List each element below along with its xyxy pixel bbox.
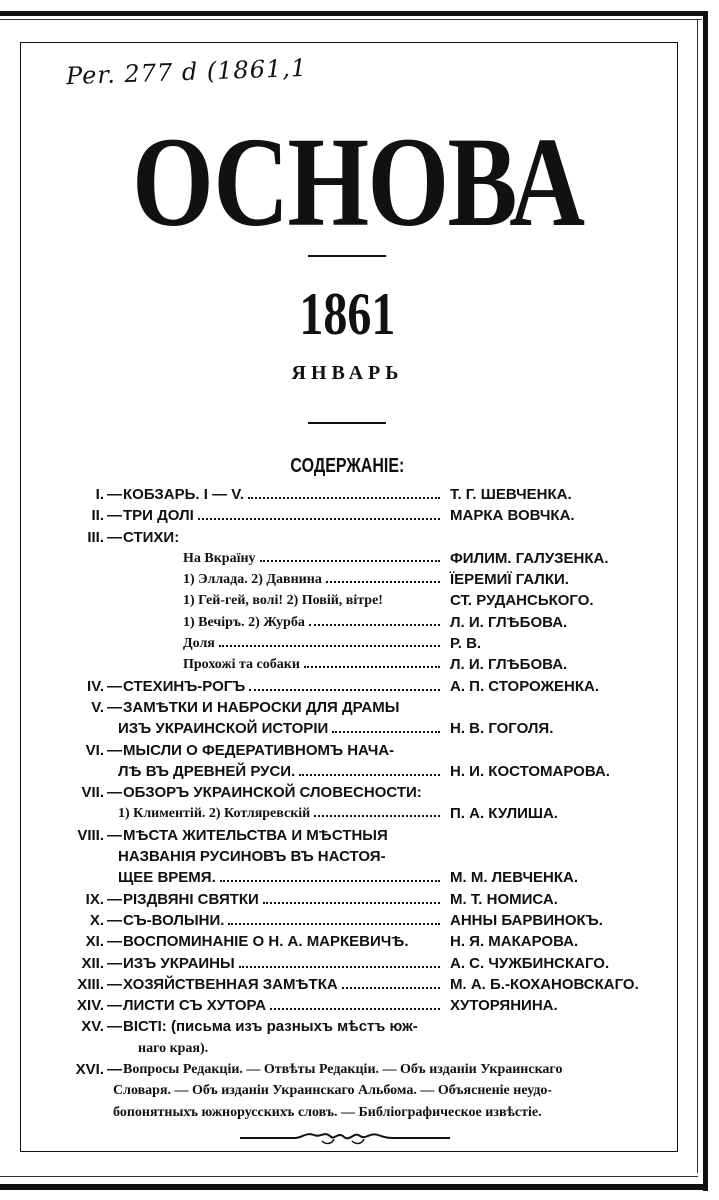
issue-year: 1861 xyxy=(299,281,396,347)
entry-title-cell xyxy=(123,484,442,505)
outer-frame-right xyxy=(703,11,708,1191)
dash-separator: — xyxy=(107,1061,122,1079)
section-number: III. xyxy=(87,528,104,546)
dash-separator: — xyxy=(107,741,122,759)
entry-title-cell xyxy=(183,612,442,633)
section-number: XV. xyxy=(81,1018,104,1036)
contents-row xyxy=(10,1102,690,1123)
contents-row xyxy=(10,1016,690,1037)
entry-title-cell xyxy=(123,505,442,526)
table-of-contents xyxy=(10,484,690,1123)
dot-leader xyxy=(260,559,440,562)
section-number: IX. xyxy=(85,890,104,908)
entry-author: МАРКА ВОВЧКА. xyxy=(450,507,575,525)
contents-row xyxy=(10,654,690,675)
entry-author: А. П. СТОРОЖЕНКА. xyxy=(450,677,600,695)
contents-row xyxy=(10,803,690,824)
section-number: IV. xyxy=(87,677,104,695)
entry-title: ЩЕЕ ВРЕМЯ. xyxy=(118,869,216,887)
entry-title-cell xyxy=(183,590,442,611)
entry-author: Н. И. КОСТОМАРОВА. xyxy=(450,762,610,780)
dot-leader xyxy=(342,986,440,989)
outer-frame-top xyxy=(0,11,707,16)
entry-title-cell xyxy=(123,910,442,931)
dot-leader xyxy=(228,922,440,925)
contents-row xyxy=(10,612,690,633)
entry-title-cell xyxy=(123,676,442,697)
entry-title-cell xyxy=(118,867,442,888)
dash-separator: — xyxy=(107,1018,122,1036)
section-number: VI. xyxy=(85,741,104,759)
contents-row xyxy=(10,995,690,1016)
dot-leader xyxy=(249,688,440,691)
entry-title: СТЕХИНЪ-РОГЪ xyxy=(123,677,246,695)
dash-separator: — xyxy=(107,954,122,972)
contents-row xyxy=(10,867,690,888)
entry-author: М. Т. НОМИСА. xyxy=(450,890,558,908)
entry-author: Л. И. ГЛѢБОВА. xyxy=(450,613,568,631)
entry-title-cell xyxy=(123,1016,442,1037)
contents-row xyxy=(10,846,690,867)
dash-separator: — xyxy=(107,784,122,802)
entry-title-cell xyxy=(118,846,442,867)
entry-author: М. А. Б.-КОХАНОВСКАГО. xyxy=(450,975,639,993)
section-number: VII. xyxy=(81,784,104,802)
contents-row xyxy=(10,505,690,526)
entry-title: ВІСТІ: (письма изъ разныхъ мѣстъ юж- xyxy=(123,1018,418,1036)
section-number: XIV. xyxy=(77,997,104,1015)
dot-leader xyxy=(326,580,440,583)
entry-author: АННЫ БАРВИНОКЪ. xyxy=(450,911,603,929)
entry-title-cell xyxy=(183,548,442,569)
section-number: II. xyxy=(91,507,104,525)
entry-title: ЗАМѢТКИ И НАБРОСКИ ДЛЯ ДРАМЫ xyxy=(123,698,400,716)
entry-title: СЪ-ВОЛЫНИ. xyxy=(123,911,225,929)
entry-author: ЇЕРЕМИЇ ГАЛКИ. xyxy=(450,571,569,589)
section-number: XIII. xyxy=(77,975,104,993)
contents-row xyxy=(10,761,690,782)
outer-frame-right-thin xyxy=(697,19,698,1173)
contents-row xyxy=(10,825,690,846)
outer-frame-top-thin xyxy=(0,19,702,20)
entry-title-cell xyxy=(123,740,442,761)
dot-leader xyxy=(263,901,440,904)
dot-leader xyxy=(304,665,440,668)
entry-author: П. А. КУЛИША. xyxy=(450,805,558,823)
entry-title: На Вкраїну xyxy=(183,550,256,566)
entry-title: МЫСЛИ О ФЕДЕРАТИВНОМЪ НАЧА- xyxy=(123,741,395,759)
entry-title-cell xyxy=(183,654,442,675)
entry-title-cell xyxy=(123,1059,685,1080)
divider-rule xyxy=(308,255,386,257)
dash-separator: — xyxy=(107,507,122,525)
dash-separator: — xyxy=(107,486,122,503)
section-number: X. xyxy=(89,911,104,929)
contents-row xyxy=(10,527,690,548)
entry-title: ИЗЪ УКРАИНЫ xyxy=(123,954,235,972)
entry-title-cell xyxy=(118,761,442,782)
contents-heading: СОДЕРЖАНІЕ: xyxy=(290,455,405,477)
contents-row xyxy=(10,910,690,931)
entry-title: 1) Гей-гей, волі! 2) Повій, вітре! xyxy=(183,593,383,609)
entry-title: бопонятныхъ южнорусскихъ словъ. — Библіографическое извѣстіе. xyxy=(113,1104,542,1120)
section-number: XVI. xyxy=(75,1061,104,1079)
entry-title-cell xyxy=(123,527,442,548)
entry-title: КОБЗАРЬ. I — V. xyxy=(123,486,245,503)
outer-frame-bottom-thin xyxy=(0,1176,698,1177)
entry-author: Р. В. xyxy=(450,635,482,653)
entry-title: МѢСТА ЖИТЕЛЬСТВА И МѢСТНЫЯ xyxy=(123,826,388,844)
entry-title-cell xyxy=(138,1038,442,1059)
dot-leader xyxy=(309,623,440,626)
contents-row xyxy=(10,1059,690,1080)
entry-title-cell xyxy=(123,995,442,1016)
entry-title-cell xyxy=(183,569,442,590)
dot-leader xyxy=(332,730,440,733)
contents-row xyxy=(10,548,690,569)
journal-title: ОСНОВА xyxy=(132,111,584,253)
entry-title: ВОСПОМИНАНІЕ О Н. А. МАРКЕВИЧѢ. xyxy=(123,933,409,951)
contents-row xyxy=(10,931,690,952)
dash-separator: — xyxy=(107,890,122,908)
entry-title-cell xyxy=(183,633,442,654)
divider-rule xyxy=(308,422,386,424)
dot-leader xyxy=(239,965,440,968)
contents-row xyxy=(10,569,690,590)
entry-title: Прохожі та собаки xyxy=(183,657,300,673)
contents-row xyxy=(10,1038,690,1059)
dash-separator: — xyxy=(107,677,122,695)
handwritten-shelfmark: Per. 277 d (1861,1 xyxy=(65,53,308,91)
entry-title-cell xyxy=(123,889,442,910)
entry-author: СТ. РУДАНСЬКОГО. xyxy=(450,592,594,610)
contents-row xyxy=(10,889,690,910)
entry-title: Доля xyxy=(183,636,215,652)
entry-author: ФИЛИМ. ГАЛУЗЕНКА. xyxy=(450,549,609,567)
contents-row xyxy=(10,633,690,654)
entry-title: СТИХИ: xyxy=(123,528,180,546)
section-number: VIII. xyxy=(77,826,104,844)
dash-separator: — xyxy=(107,997,122,1015)
entry-title-cell xyxy=(113,1080,685,1101)
section-number: I. xyxy=(95,486,104,503)
entry-title-cell xyxy=(123,825,442,846)
contents-row xyxy=(10,1080,690,1101)
entry-author: Л. И. ГЛѢБОВА. xyxy=(450,656,568,674)
contents-row xyxy=(10,782,690,803)
contents-row xyxy=(10,718,690,739)
dot-leader xyxy=(220,879,440,882)
entry-title: 1) Эллада. 2) Давнина xyxy=(183,572,322,588)
dash-separator: — xyxy=(107,698,122,716)
entry-author: Т. Г. ШЕВЧЕНКА. xyxy=(450,486,572,503)
contents-row xyxy=(10,953,690,974)
entry-title: НАЗВАНІЯ РУСИНОВЪ ВЪ НАСТОЯ- xyxy=(118,848,386,866)
contents-row xyxy=(10,697,690,718)
contents-row xyxy=(10,590,690,611)
outer-frame-bottom xyxy=(0,1184,708,1190)
dash-separator: — xyxy=(107,528,122,546)
entry-title: 1) Климентій. 2) Котляревскій xyxy=(118,806,311,822)
dot-leader xyxy=(219,644,440,647)
entry-title-cell xyxy=(123,974,442,995)
dash-separator: — xyxy=(107,975,122,993)
entry-title: 1) Вечіръ. 2) Журба xyxy=(183,614,305,630)
entry-title-cell xyxy=(123,782,442,803)
entry-title-cell xyxy=(118,718,442,739)
entry-title: РІЗДВЯНІ СВЯТКИ xyxy=(123,890,259,908)
entry-title: наго края). xyxy=(138,1040,209,1056)
dot-leader xyxy=(248,496,440,499)
entry-title-cell xyxy=(123,931,442,952)
entry-title: Вопросы Редакціи. — Отвѣты Редакціи. — Объ изданіи Украинскаго xyxy=(123,1062,563,1078)
contents-row xyxy=(10,740,690,761)
dot-leader xyxy=(270,1007,440,1010)
issue-month: ЯНВАРЬ xyxy=(291,362,404,384)
entry-author: М. М. ЛЕВЧЕНКА. xyxy=(450,869,578,887)
entry-title-cell xyxy=(113,1102,685,1123)
entry-title-cell xyxy=(118,803,442,824)
section-number: XII. xyxy=(81,954,104,972)
contents-row xyxy=(10,676,690,697)
entry-title: ХОЗЯЙСТВЕННАЯ ЗАМѢТКА xyxy=(123,975,338,993)
entry-title-cell xyxy=(123,697,442,718)
dot-leader xyxy=(314,814,440,817)
entry-title: Словаря. — Объ изданіи Украинскаго Альбома. — Объясненіе неудо- xyxy=(113,1083,553,1099)
dash-separator: — xyxy=(107,826,122,844)
entry-title: ОБЗОРЪ УКРАИНСКОЙ СЛОВЕСНОСТИ: xyxy=(123,784,422,802)
dot-leader xyxy=(198,517,440,520)
entry-title-cell xyxy=(123,953,442,974)
contents-row xyxy=(10,974,690,995)
section-number: XI. xyxy=(85,933,104,951)
ornament-flourish-icon xyxy=(240,1127,450,1149)
entry-title: ЛѢ ВЪ ДРЕВНЕЙ РУСИ. xyxy=(118,762,296,780)
dash-separator: — xyxy=(107,911,122,929)
entry-author: А. С. ЧУЖБИНСКАГО. xyxy=(450,954,610,972)
entry-title: ТРИ ДОЛІ xyxy=(123,507,194,525)
entry-author: Н. В. ГОГОЛЯ. xyxy=(450,720,554,738)
dot-leader xyxy=(299,773,440,776)
entry-author: ХУТОРЯНИНА. xyxy=(450,997,558,1015)
entry-title: ЛИСТИ СЪ ХУТОРА xyxy=(123,997,267,1015)
section-number: V. xyxy=(91,698,104,716)
entry-author: Н. Я. МАКАРОВА. xyxy=(450,933,579,951)
dash-separator: — xyxy=(107,933,122,951)
contents-row xyxy=(10,484,690,505)
entry-title: ИЗЪ УКРАИНСКОЙ ИСТОРІИ xyxy=(118,720,329,738)
